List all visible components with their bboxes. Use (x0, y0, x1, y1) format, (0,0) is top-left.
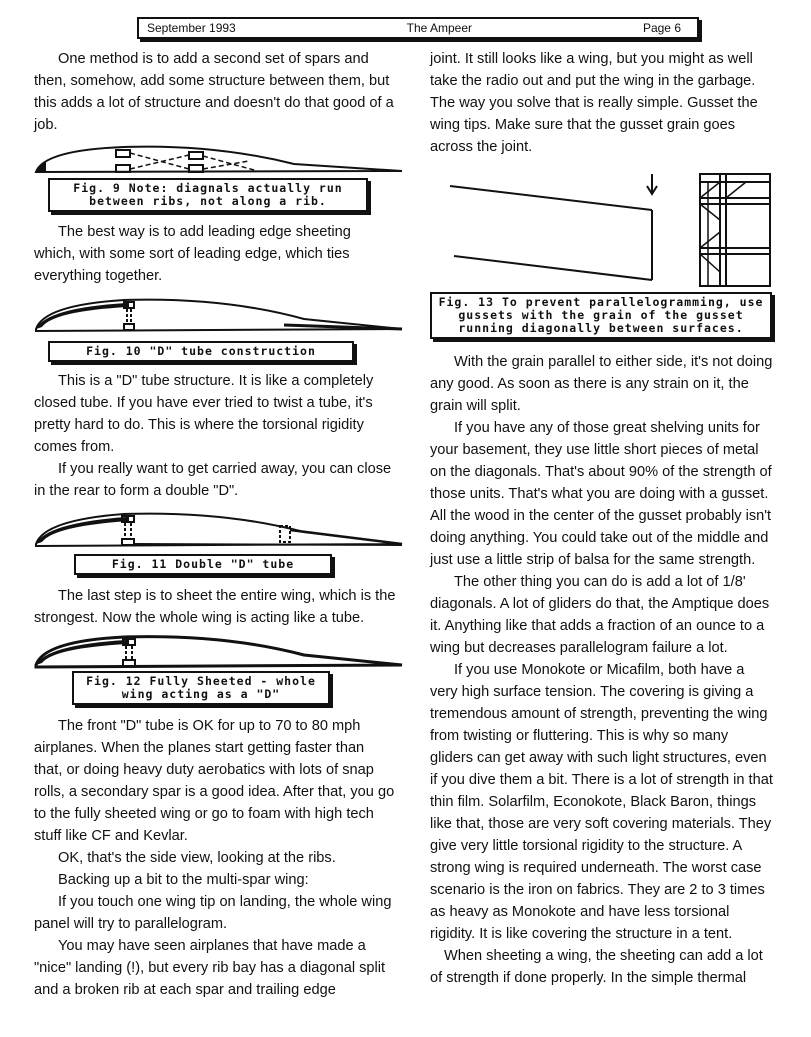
double-d-tube-wing-diagram (34, 508, 404, 552)
paragraph: You may have seen airplanes that have made a "nice" landing (!), but every rib bay has a diagonal split and a broken rib at each spar and trailing edge (34, 938, 386, 998)
paragraph: When sheeting a wing, the sheeting can add a lot of strength if done properly. In the simple thermal (430, 948, 763, 986)
paragraph: The front "D" tube is OK for up to 70 to 80 mph airplanes. When the planes start getting faster than that, or doing heavy duty aerobatics with lots of snap rolls, a secondary spar is a good idea. After that, you go to the fully sheeted wing or go to foam with high tech stuff like CF and Kevlar. (34, 718, 395, 844)
figure-11-caption: Fig. 11 Double "D" tube (74, 554, 332, 575)
left-column (34, 48, 396, 1001)
figure-9 (34, 144, 396, 212)
paragraph: With the grain parallel to either side, it's not doing any good. As soon as there is any strain on it, the grain will split. (430, 354, 773, 414)
paragraph: OK, that's the side view, looking at the ribs. (58, 850, 336, 866)
fully-sheeted-wing-diagram (34, 633, 404, 671)
paragraph: This is a "D" tube structure. It is like a completely closed tube. If you have ever tried to twist a tube, it's pretty hard to do. This is where the torsional rigidity comes from. (34, 373, 374, 455)
figure-12-caption: Fig. 12 Fully Sheeted - whole wing acting as a "D" (72, 671, 330, 705)
paragraph: joint. It still looks like a wing, but you might as well take the radio out and put the wing in the garbage. The way you solve that is really simple. Gusset the wing tips. Make sure that the gusset grain goes across the joint. (430, 51, 758, 155)
figure-10-caption: Fig. 10 "D" tube construction (48, 341, 354, 362)
header-publication: The Ampeer (406, 21, 473, 35)
figure-9-caption: Fig. 9 Note: diagnals actually run between ribs, not along a rib. (48, 178, 368, 212)
figure-12 (34, 633, 396, 705)
header-page-number: Page 6 (642, 21, 681, 35)
d-tube-wing-diagram (34, 295, 404, 337)
figure-10 (34, 295, 396, 362)
paragraph: The best way is to add leading edge sheeting which, with some sort of leading edge, which ties everything together. (34, 224, 351, 284)
paragraph: One method is to add a second set of spars and then, somehow, add some structure between them, but this adds a lot of structure and doesn't do that good of a job. (34, 51, 394, 133)
parallelogram-gusset-diagram (430, 168, 775, 288)
paragraph: If you touch one wing tip on landing, the whole wing panel will try to parallelogram. (34, 894, 392, 932)
header-date: September 1993 (147, 21, 236, 35)
page-header (137, 17, 699, 39)
paragraph: If you use Monokote or Micafilm, both have a very high surface tension. The covering is giving a tremendous amount of strength, preventing the wing from twisting or fluttering. This is why so many gliders can get away with such light structures, even if you dive them a bit. There is a lot of strength in that thin film. Solarfilm, Econokote, Black Baron, things like that, those are very soft covering materials. They give very little torsional rigidity to the structure. A strong wing is required underneath. The worst case scenario is the iron on fabrics. They are 2 to 3 times as heavy as Monokote and have less torsional rigidity. It is like covering the structure in a tent. (430, 662, 773, 942)
right-column (430, 48, 775, 989)
paragraph: Backing up a bit to the multi-spar wing: (58, 872, 309, 888)
figure-11 (34, 508, 396, 575)
paragraph: If you have any of those great shelving units for your basement, they use little short pieces of metal on the diagonals. That's about 90% of the strength of those units. That's what you are doing with a gusset. All the wood in the center of the gusset probably isn't doing anything. You could take out of the middle and just use a little strip of balsa for the same strength. (430, 420, 772, 568)
figure-13-caption: Fig. 13 To prevent parallelogramming, use gussets with the grain of the gusset running diagonally between surfaces. (430, 292, 772, 339)
wing-diagonal-spars-diagram (34, 144, 404, 176)
figure-13 (430, 168, 775, 339)
paragraph: The other thing you can do is add a lot of 1/8' diagonals. A lot of gliders do that, the Amptique does it. Anything like that adds a fraction of an ounce to a wing but decreases parallelogram failure a lot. (430, 574, 770, 656)
paragraph: The last step is to sheet the entire wing, which is the strongest. Now the whole wing is acting like a tube. (34, 588, 396, 626)
paragraph: If you really want to get carried away, you can close in the rear to form a double "D". (34, 461, 392, 499)
